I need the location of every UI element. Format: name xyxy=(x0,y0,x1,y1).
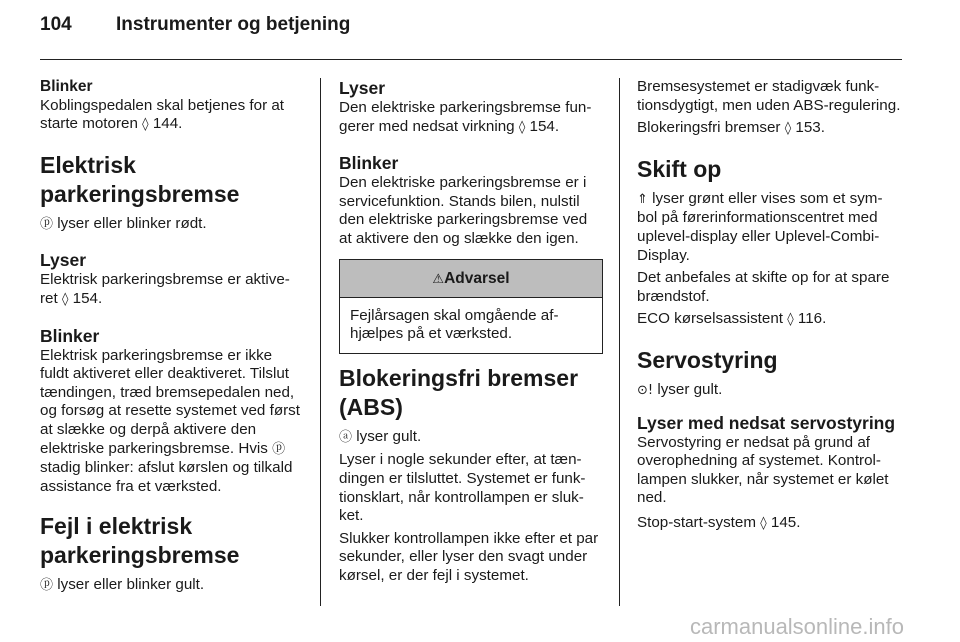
section-title: Blokeringsfri bremser (ABS) xyxy=(339,364,579,420)
parking-brake-fault-icon: ⓟ xyxy=(40,578,54,594)
reference-arrow-icon: ◊ xyxy=(518,119,526,135)
section-title: Skift op xyxy=(637,155,722,182)
page-link[interactable]: 154. xyxy=(529,117,560,135)
section-heading: Blinker xyxy=(40,325,100,346)
warning-text: Fejlårsagen skal omgående af-hjælpes på et værksted. xyxy=(350,306,559,343)
paragraph: Bremsesystemet er stadigvæk funk-tionsdygtigt, men uden ABS-regulering. xyxy=(637,78,901,114)
warning-icon: ⚠ xyxy=(432,271,445,287)
column-3 xyxy=(637,78,901,534)
reference-arrow-icon: ◊ xyxy=(784,121,792,137)
paragraph: Koblingspedalen skal betjenes for at starte motoren ◊ 144. xyxy=(40,96,285,133)
paragraph: Den elektriske parkeringsbremse er i servicefunktion. Stands bilen, nulstil den elektriske parkeringsbremse ved at aktivere den og slække den igen. xyxy=(339,174,588,247)
paragraph: Stop-start-system ◊ 145. xyxy=(637,513,801,531)
section-title: Servostyring xyxy=(637,346,778,373)
reference-arrow-icon: ◊ xyxy=(61,291,69,307)
page-link[interactable]: 145. xyxy=(770,513,801,531)
paragraph: ⓟ lyser eller blinker gult. xyxy=(40,576,205,594)
paragraph: Elektrisk parkeringsbremse er ikke fuldt aktiveret eller deaktiveret. Tilslut tændingen, træd bremsepedalen ned, og forsøg at resette systemet ved først at slække og derpå aktivere den elektriske parkeringsbremse. Hvis ⓟ stadig blinker: afslut kørslen og tilkald assistance fra et værksted. xyxy=(40,346,300,495)
column-2 xyxy=(339,78,603,586)
paragraph: Blokeringsfri bremser ◊ 153. xyxy=(637,119,825,137)
section-heading: Lyser xyxy=(339,78,386,98)
paragraph: Servostyring er nedsat på grund af overophedning af systemet. Kontrol-lampen slukker, når systemet er kølet ned. xyxy=(637,433,889,507)
shift-up-icon: ⇑ xyxy=(637,191,648,207)
page-number: 104 xyxy=(40,14,72,35)
parking-brake-icon: ⓟ xyxy=(272,441,286,457)
paragraph: Lyser i nogle sekunder efter, at tæn-dingen er tilsluttet. Systemet er funk-tionsklart, når kontrollampen er sluk-ket. xyxy=(339,451,586,525)
column-divider xyxy=(619,78,620,606)
page-link[interactable]: 116. xyxy=(797,310,827,328)
warning-header xyxy=(340,260,602,298)
page-link[interactable]: 154. xyxy=(72,289,103,307)
reference-arrow-icon: ◊ xyxy=(787,312,794,328)
paragraph: Slukker kontrollampen ikke efter et par sekunder, eller lyser den svagt under kørsel, er der fejl i systemet. xyxy=(339,529,599,584)
section-heading: Lyser med nedsat servostyring xyxy=(637,412,896,433)
parking-brake-icon: ⓟ xyxy=(40,216,54,232)
watermark: carmanualsonline.info xyxy=(689,614,904,639)
paragraph: Det anbefales at skifte op for at spare brændstof. xyxy=(637,269,890,305)
paragraph: ⓐ lyser gult. xyxy=(339,427,422,445)
page-link[interactable]: 153. xyxy=(795,119,825,137)
paragraph: Den elektriske parkeringsbremse fun-gerer med nedsat virkning ◊ 154. xyxy=(339,99,592,135)
section-heading: Lyser xyxy=(40,250,87,271)
paragraph: Elektrisk parkeringsbremse er aktive-ret ◊ 154. xyxy=(40,271,290,307)
section-heading: Blinker xyxy=(339,153,399,174)
paragraph: ECO kørselsassistent ◊ 116. xyxy=(637,310,827,328)
abs-icon: ⓐ xyxy=(339,429,353,445)
paragraph: ⓟ lyser eller blinker rødt. xyxy=(40,214,207,232)
reference-arrow-icon: ◊ xyxy=(142,117,149,133)
section-title: Elektrisk parkeringsbremse xyxy=(40,151,240,207)
page-header xyxy=(40,14,350,36)
column-divider xyxy=(320,78,321,606)
reference-arrow-icon: ◊ xyxy=(760,515,767,531)
column-1 xyxy=(40,78,304,596)
section-heading: Blinker xyxy=(40,78,93,95)
header-rule xyxy=(40,59,902,60)
warning-title: Advarsel xyxy=(444,269,510,287)
page-title: Instrumenter og betjening xyxy=(116,14,351,35)
section-title: Fejl i elektrisk parkeringsbremse xyxy=(40,513,240,569)
paragraph: ⊙! lyser gult. xyxy=(637,380,723,398)
page-link[interactable]: 144. xyxy=(152,115,183,133)
paragraph: ⇑ lyser grønt eller vises som et sym-bol på førerinformationscentret med uplevel-display eller Uplevel-Combi-Display. xyxy=(637,189,883,264)
warning-box xyxy=(339,259,603,354)
power-steering-icon: ⊙! xyxy=(637,382,654,398)
